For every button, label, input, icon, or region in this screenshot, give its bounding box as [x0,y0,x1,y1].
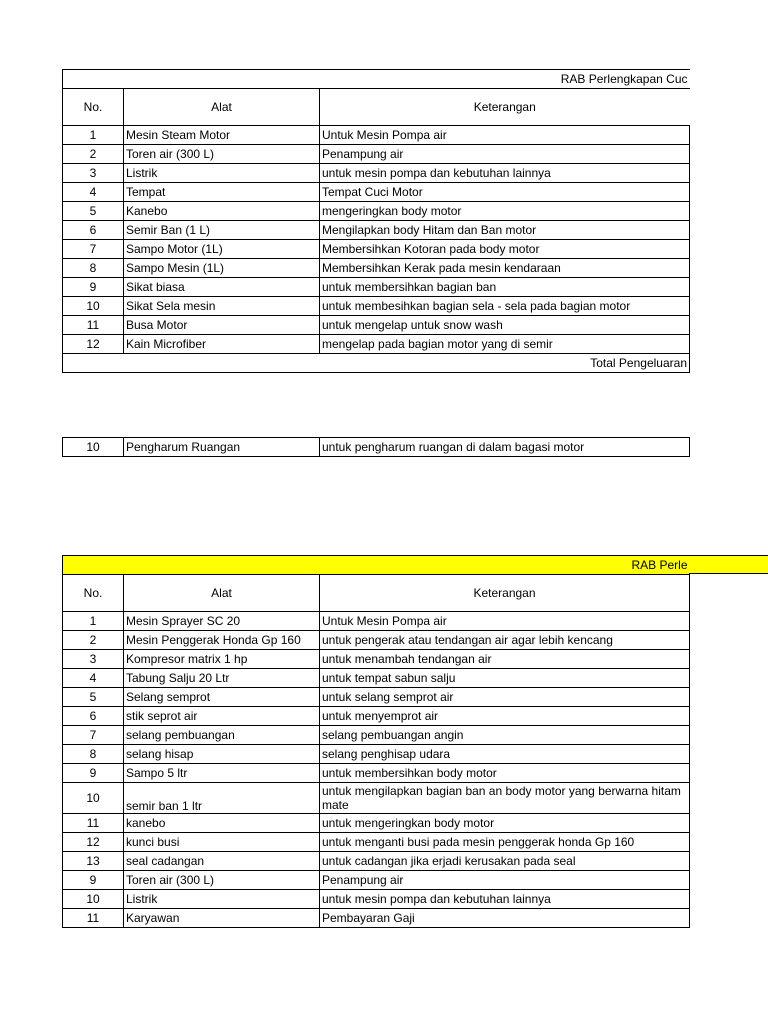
cell-keterangan[interactable]: selang penghisap udara [320,745,690,764]
table-row [63,688,690,707]
extra-item-table [62,437,690,457]
header-keterangan[interactable]: Keterangan [320,575,690,612]
cell-no[interactable]: 1 [63,126,124,145]
total-label[interactable]: Total Pengeluaran [63,354,690,373]
cell-keterangan[interactable]: untuk mengeringkan body motor [320,814,690,833]
table-row [63,783,690,814]
cell-no[interactable]: 5 [63,688,124,707]
cell-no[interactable]: 5 [63,202,124,221]
cell-no[interactable]: 4 [63,183,124,202]
cell-no[interactable]: 11 [63,909,124,928]
cell-no[interactable]: 3 [63,650,124,669]
table-row [63,833,690,852]
cell-keterangan[interactable]: untuk pengharum ruangan di dalam bagasi motor [320,438,690,457]
header-keterangan[interactable]: Keterangan [320,89,690,126]
table-row [63,297,690,316]
cell-alat[interactable]: kanebo [124,814,320,833]
cell-alat[interactable]: Karyawan [124,909,320,928]
cell-alat[interactable]: selang hisap [124,745,320,764]
cell-alat[interactable]: Listrik [124,164,320,183]
cell-no[interactable]: 4 [63,669,124,688]
cell-alat[interactable]: Kompresor matrix 1 hp [124,650,320,669]
cell-keterangan[interactable]: untuk mesin pompa dan kebutuhan lainnya [320,890,690,909]
cell-keterangan[interactable]: untuk cadangan jika erjadi kerusakan pada seal [320,852,690,871]
cell-no[interactable]: 11 [63,814,124,833]
cell-alat[interactable]: Kain Microfiber [124,335,320,354]
table-row [63,890,690,909]
table-title[interactable]: RAB Perlengkapan Cuc [63,70,690,89]
cell-keterangan[interactable]: Mengilapkan body Hitam dan Ban motor [320,221,690,240]
cell-alat[interactable]: Sikat biasa [124,278,320,297]
table-row [63,183,690,202]
cell-keterangan[interactable]: Tempat Cuci Motor [320,183,690,202]
cell-alat[interactable]: kunci busi [124,833,320,852]
title-fill-extension [689,555,768,574]
cell-keterangan[interactable]: untuk tempat sabun salju [320,669,690,688]
cell-keterangan[interactable]: mengelap pada bagian motor yang di semir [320,335,690,354]
cell-no[interactable]: 6 [63,707,124,726]
cell-alat[interactable]: Kanebo [124,202,320,221]
cell-keterangan[interactable]: untuk pengerak atau tendangan air agar lebih kencang [320,631,690,650]
table-row [63,221,690,240]
table-row [63,438,690,457]
table-row [63,145,690,164]
header-no[interactable]: No. [63,575,124,612]
cell-keterangan[interactable]: untuk menambah tendangan air [320,650,690,669]
cell-no[interactable]: 11 [63,316,124,335]
cell-keterangan[interactable]: untuk membersihkan bagian ban [320,278,690,297]
cell-keterangan[interactable]: untuk mengilapkan bagian ban an body motor yang berwarna hitam mate [320,783,690,814]
table-row [63,612,690,631]
cell-keterangan[interactable]: Untuk Mesin Pompa air [320,612,690,631]
table-row [63,726,690,745]
header-no[interactable]: No. [63,89,124,126]
table-row [63,278,690,297]
cell-alat[interactable]: seal cadangan [124,852,320,871]
table-row [63,852,690,871]
cell-no[interactable]: 2 [63,145,124,164]
cell-no[interactable]: 3 [63,164,124,183]
cell-no[interactable]: 10 [63,297,124,316]
cell-alat[interactable]: Mesin Penggerak Honda Gp 160 [124,631,320,650]
cell-no[interactable]: 6 [63,221,124,240]
table-row [63,126,690,145]
cell-no[interactable]: 8 [63,259,124,278]
cell-alat[interactable]: Listrik [124,890,320,909]
cell-alat[interactable]: Busa Motor [124,316,320,335]
table-row [63,669,690,688]
table-title[interactable]: RAB Perle [63,556,690,575]
cell-keterangan[interactable]: untuk menyemprot air [320,707,690,726]
cell-alat[interactable]: semir ban 1 ltr [124,783,320,814]
cell-no[interactable]: 9 [63,764,124,783]
table-row [63,650,690,669]
cell-alat[interactable]: Selang semprot [124,688,320,707]
cell-alat[interactable]: Sampo Mesin (1L) [124,259,320,278]
table-row [63,316,690,335]
cell-alat[interactable]: Mesin Steam Motor [124,126,320,145]
cell-alat[interactable]: Toren air (300 L) [124,871,320,890]
cell-alat[interactable]: Semir Ban (1 L) [124,221,320,240]
cell-alat[interactable]: Sikat Sela mesin [124,297,320,316]
cell-alat[interactable]: selang pembuangan [124,726,320,745]
cell-no[interactable]: 12 [63,335,124,354]
cell-keterangan[interactable]: selang pembuangan angin [320,726,690,745]
cell-no[interactable]: 2 [63,631,124,650]
cell-no[interactable]: 8 [63,745,124,764]
cell-no[interactable]: 10 [63,438,124,457]
cell-keterangan[interactable]: untuk membersihkan body motor [320,764,690,783]
cell-alat[interactable]: Tabung Salju 20 Ltr [124,669,320,688]
cell-keterangan[interactable]: untuk selang semprot air [320,688,690,707]
cell-no[interactable]: 7 [63,726,124,745]
cell-alat[interactable]: Sampo 5 ltr [124,764,320,783]
table-title-row [63,70,690,89]
cell-alat[interactable]: Sampo Motor (1L) [124,240,320,259]
table-row [63,871,690,890]
total-row [63,354,690,373]
cell-alat[interactable]: Mesin Sprayer SC 20 [124,612,320,631]
rab-table-2 [62,555,690,928]
cell-keterangan[interactable]: Untuk Mesin Pompa air [320,126,690,145]
cell-no[interactable]: 9 [63,278,124,297]
cell-no[interactable]: 10 [63,890,124,909]
cell-keterangan[interactable]: untuk menganti busi pada mesin penggerak honda Gp 160 [320,833,690,852]
cell-no[interactable]: 7 [63,240,124,259]
table-row [63,202,690,221]
table-row [63,745,690,764]
table-row [63,259,690,278]
cell-alat[interactable]: Toren air (300 L) [124,145,320,164]
cell-no[interactable]: 13 [63,852,124,871]
table-header-row [63,575,690,612]
table-row [63,909,690,928]
header-alat[interactable]: Alat [124,575,320,612]
table-row [63,764,690,783]
cell-alat[interactable]: Pengharum Ruangan [124,438,320,457]
table-row [63,240,690,259]
cell-keterangan[interactable]: Pembayaran Gaji [320,909,690,928]
cell-keterangan[interactable]: Penampung air [320,871,690,890]
cell-no[interactable]: 12 [63,833,124,852]
cell-keterangan[interactable]: Membersihkan Kerak pada mesin kendaraan [320,259,690,278]
rab-table-1 [62,69,690,373]
cell-alat[interactable]: Tempat [124,183,320,202]
table-row [63,707,690,726]
table-header-row [63,89,690,126]
cell-keterangan[interactable]: untuk mesin pompa dan kebutuhan lainnya [320,164,690,183]
cell-keterangan[interactable]: untuk mengelap untuk snow wash [320,316,690,335]
cell-keterangan[interactable]: Membersihkan Kotoran pada body motor [320,240,690,259]
cell-keterangan[interactable]: untuk membesihkan bagian sela - sela pada bagian motor [320,297,690,316]
table-row [63,164,690,183]
header-alat[interactable]: Alat [124,89,320,126]
table-row [63,631,690,650]
cell-keterangan[interactable]: Penampung air [320,145,690,164]
table-title-row [63,556,690,575]
cell-no[interactable]: 10 [63,783,124,814]
cell-no[interactable]: 1 [63,612,124,631]
table-row [63,335,690,354]
cell-keterangan[interactable]: mengeringkan body motor [320,202,690,221]
table-row [63,814,690,833]
cell-no[interactable]: 9 [63,871,124,890]
cell-alat[interactable]: stik seprot air [124,707,320,726]
